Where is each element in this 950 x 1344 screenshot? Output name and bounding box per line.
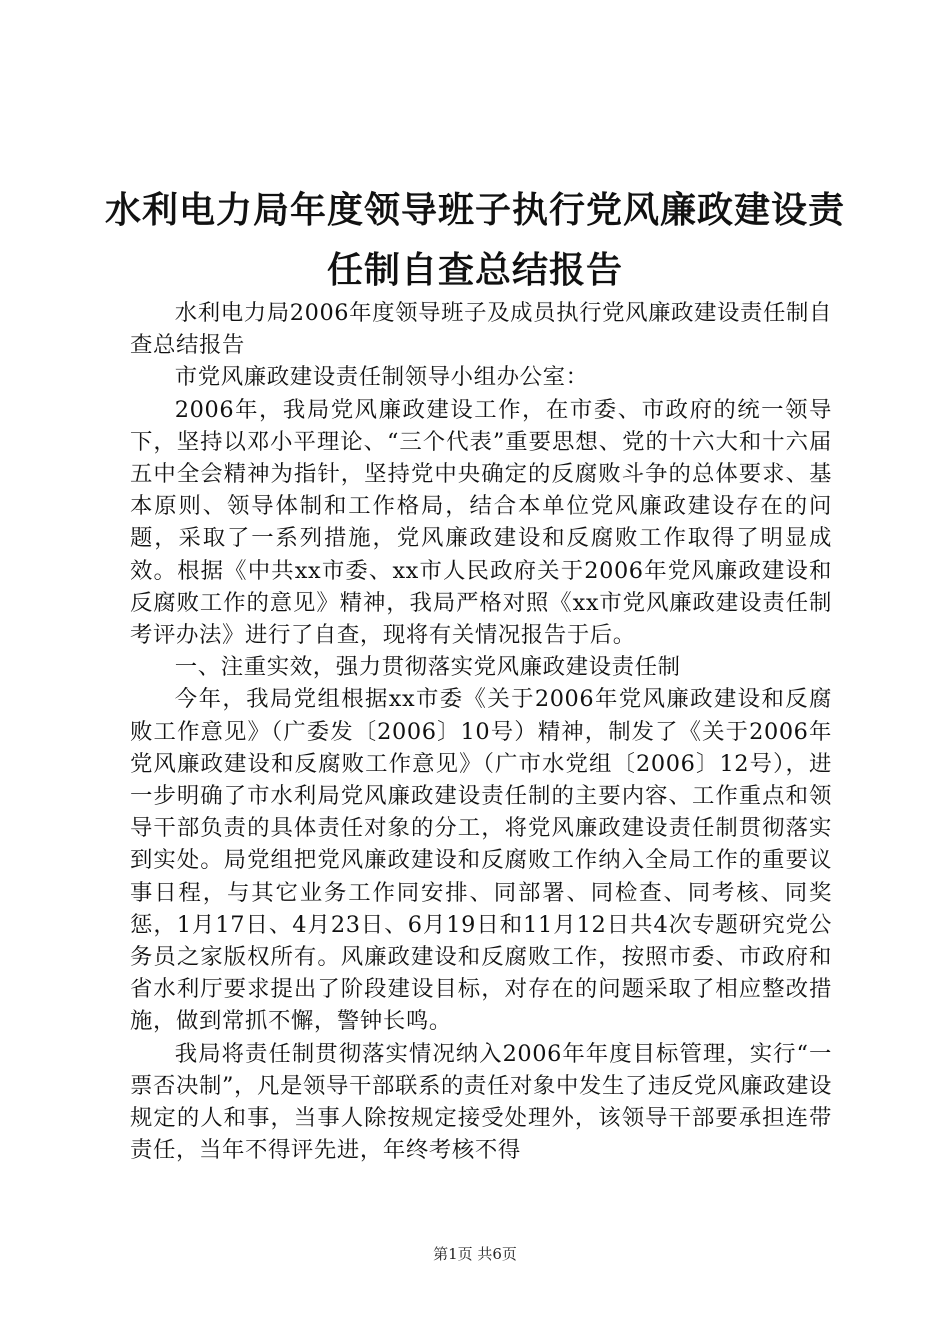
intro-paragraph: 2006年，我局党风廉政建设工作，在市委、市政府的统一领导下，坚持以邓小平理论、“三个代表”重要思想、党的十六大和十六届五中全会精神为指针，坚持党中央确定的反腐败斗争的总体要求、基本原则、领导体制和工作格局，结合本单位党风廉政建设存在的问题，采取了一系列措施，党风廉政建设和反腐败工作取得了明显成效。根据《中共xx市委、xx市人民政府关于2006年党风廉政建设和反腐败工作的意见》精神，我局严格对照《xx市党风廉政建设责任制考评办法》进行了自查，现将有关情况报告于后。 xyxy=(130,396,832,649)
body-paragraph: 我局将责任制贯彻落实情况纳入2006年年度目标管理，实行“一票否决制”，凡是领导干部联系的责任对象中发生了违反党风廉政建设规定的人和事，当事人除按规定接受处理外，该领导干部要承担连带责任，当年不得评先进，年终考核不得 xyxy=(130,1040,832,1164)
section-heading: 一、注重实效，强力贯彻落实党风廉政建设责任制 xyxy=(174,654,681,681)
page-footer: 第1页 共6页 xyxy=(433,1245,517,1263)
report-subtitle-paragraph: 水利电力局2006年度领导班子及成员执行党风廉政建设责任制自查总结报告 xyxy=(130,300,832,359)
document-title-line-2: 任制自查总结报告 xyxy=(326,250,623,291)
document-body xyxy=(130,297,832,1166)
body-paragraph: 今年，我局党组根据xx市委《关于2006年党风廉政建设和反腐败工作意见》（广委发〔2006〕10号）精神，制发了《关于2006年党风廉政建设和反腐败工作意见》（广市水党组〔2006〕12号），进一步明确了市水利局党风廉政建设责任制的主要内容、工作重点和领导干部负责的具体责任对象的分工，将党风廉政建设责任制贯彻落实到实处。局党组把党风廉政建设和反腐败工作纳入全局工作的重要议事日程，与其它业务工作同安排、同部署、同检查、同考核、同奖惩，1月17日、4月23日、6月19日和11月12日共4次专题研究党公务员之家版权所有。风廉政建设和反腐败工作，按照市委、市政府和省水利厅要求提出了阶段建设目标，对存在的问题采取了相应整改措施，做到常抓不懈，警钟长鸣。 xyxy=(130,686,832,1035)
addressee-paragraph: 市党风廉政建设责任制领导小组办公室： xyxy=(174,364,589,391)
document-title-line-1: 水利电力局年度领导班子执行党风廉政建设责 xyxy=(104,190,845,231)
